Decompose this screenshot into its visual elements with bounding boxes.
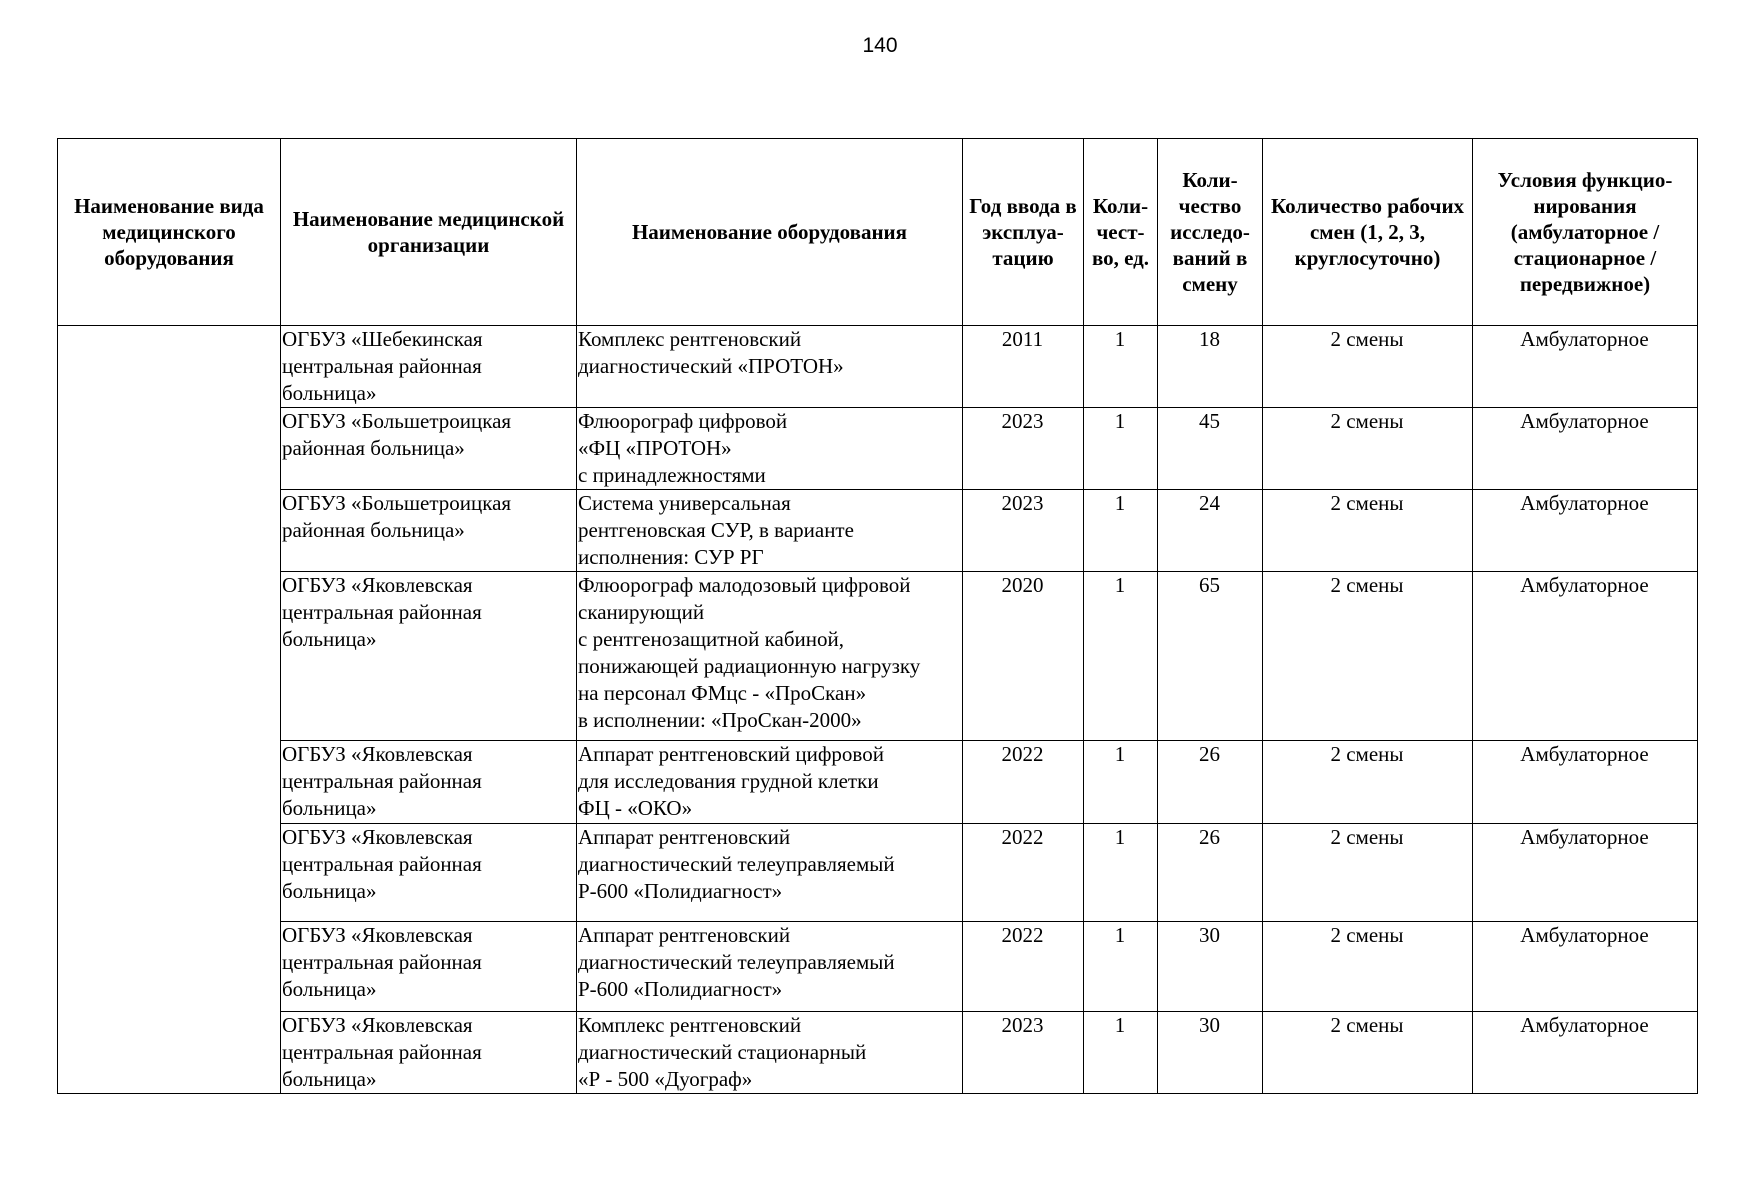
quantity-cell: 1 [1084,922,1158,1012]
shifts-cell: 2 смены [1263,326,1473,408]
year-cell: 2022 [963,741,1084,824]
studies-cell: 45 [1158,408,1263,490]
organization-cell: ОГБУЗ «Яковлевская центральная районная больница» [281,741,577,824]
organization-cell: ОГБУЗ «Яковлевская центральная районная больница» [281,1012,577,1094]
table-row [58,326,1698,408]
table-row [58,741,1698,824]
equipment-name-cell: Аппарат рентгеновский диагностический телеуправляемый Р-600 «Полидиагност» [577,922,963,1012]
studies-cell: 30 [1158,922,1263,1012]
shifts-cell: 2 смены [1263,490,1473,572]
studies-cell: 26 [1158,741,1263,824]
equipment-type-cell [58,326,281,1094]
year-cell: 2022 [963,922,1084,1012]
shifts-cell: 2 смены [1263,1012,1473,1094]
table-row [58,824,1698,922]
year-cell: 2020 [963,572,1084,741]
header-year: Год ввода в эксплуа-тацию [963,139,1084,326]
quantity-cell: 1 [1084,326,1158,408]
organization-cell: ОГБУЗ «Яковлевская центральная районная больница» [281,572,577,741]
table-body [58,326,1698,1094]
equipment-name-cell: Аппарат рентгеновский диагностический телеуправляемый Р-600 «Полидиагност» [577,824,963,922]
studies-cell: 30 [1158,1012,1263,1094]
quantity-cell: 1 [1084,741,1158,824]
studies-cell: 65 [1158,572,1263,741]
page-number: 140 [862,34,898,57]
table-header [58,139,1698,326]
studies-cell: 26 [1158,824,1263,922]
header-row [58,139,1698,326]
quantity-cell: 1 [1084,824,1158,922]
table-row [58,572,1698,741]
table-row [58,1012,1698,1094]
conditions-cell: Амбулаторное [1473,326,1698,408]
shifts-cell: 2 смены [1263,824,1473,922]
table-row [58,922,1698,1012]
header-equipment-name: Наименование оборудования [577,139,963,326]
header-equipment-type: Наименование вида медицинского оборудования [58,139,281,326]
conditions-cell: Амбулаторное [1473,1012,1698,1094]
equipment-name-cell: Комплекс рентгеновский диагностический «ПРОТОН» [577,326,963,408]
organization-cell: ОГБУЗ «Большетроицкая районная больница» [281,408,577,490]
shifts-cell: 2 смены [1263,922,1473,1012]
header-shifts: Количество рабочих смен (1, 2, 3, круглосуточно) [1263,139,1473,326]
studies-cell: 18 [1158,326,1263,408]
equipment-table [57,138,1698,1094]
header-conditions: Условия функцио-нирования (амбулаторное / стационарное / передвижное) [1473,139,1698,326]
conditions-cell: Амбулаторное [1473,824,1698,922]
equipment-name-cell: Флюорограф цифровой «ФЦ «ПРОТОН» с принадлежностями [577,408,963,490]
conditions-cell: Амбулаторное [1473,490,1698,572]
conditions-cell: Амбулаторное [1473,922,1698,1012]
header-studies-per-shift: Коли-чество исследо-ваний в смену [1158,139,1263,326]
quantity-cell: 1 [1084,1012,1158,1094]
quantity-cell: 1 [1084,490,1158,572]
studies-cell: 24 [1158,490,1263,572]
year-cell: 2023 [963,408,1084,490]
shifts-cell: 2 смены [1263,572,1473,741]
shifts-cell: 2 смены [1263,408,1473,490]
year-cell: 2011 [963,326,1084,408]
table-row [58,408,1698,490]
conditions-cell: Амбулаторное [1473,572,1698,741]
header-quantity: Коли-чест-во, ед. [1084,139,1158,326]
organization-cell: ОГБУЗ «Большетроицкая районная больница» [281,490,577,572]
quantity-cell: 1 [1084,572,1158,741]
equipment-name-cell: Аппарат рентгеновский цифровой для исследования грудной клетки ФЦ - «ОКО» [577,741,963,824]
year-cell: 2022 [963,824,1084,922]
equipment-name-cell: Система универсальная рентгеновская СУР, в варианте исполнения: СУР РГ [577,490,963,572]
header-organization: Наименование медицинской организации [281,139,577,326]
equipment-name-cell: Флюорограф малодозовый цифровой сканирующий с рентгенозащитной кабиной, понижающей радиационную нагрузку на персонал ФМцс - «ПроСкан» в исполнении: «ПроСкан-2000» [577,572,963,741]
organization-cell: ОГБУЗ «Яковлевская центральная районная больница» [281,824,577,922]
quantity-cell: 1 [1084,408,1158,490]
equipment-name-cell: Комплекс рентгеновский диагностический стационарный «Р - 500 «Дуограф» [577,1012,963,1094]
table-row [58,490,1698,572]
organization-cell: ОГБУЗ «Шебекинская центральная районная больница» [281,326,577,408]
shifts-cell: 2 смены [1263,741,1473,824]
year-cell: 2023 [963,490,1084,572]
conditions-cell: Амбулаторное [1473,741,1698,824]
organization-cell: ОГБУЗ «Яковлевская центральная районная больница» [281,922,577,1012]
year-cell: 2023 [963,1012,1084,1094]
conditions-cell: Амбулаторное [1473,408,1698,490]
